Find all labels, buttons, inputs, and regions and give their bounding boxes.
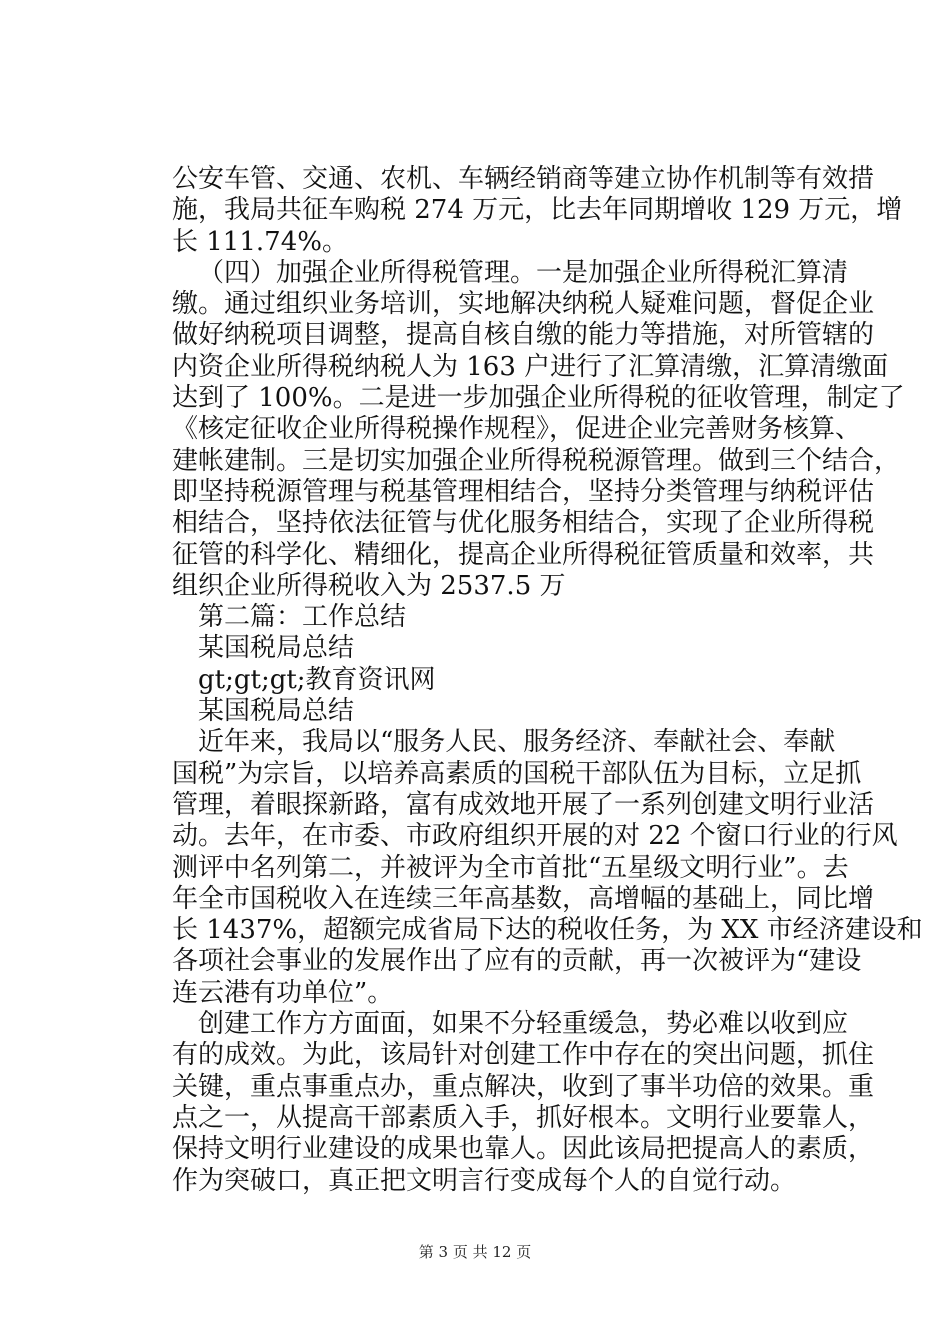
text-line: 管理，着眼探新路，富有成效地开展了一系列创建文明行业活	[172, 789, 875, 820]
text-line: 有的成效。为此，该局针对创建工作中存在的突出问题，抓住	[172, 1040, 875, 1071]
text-line: 达到了 100%。二是进一步加强企业所得税的征收管理，制定了	[172, 383, 905, 414]
text-line: 各项社会事业的发展作出了应有的贡献，再一次被评为“建设	[172, 946, 862, 977]
text-line: 征管的科学化、精细化，提高企业所得税征管质量和效率，共	[172, 539, 875, 570]
text-line: 即坚持税源管理与税基管理相结合，坚持分类管理与纳税评估	[172, 476, 875, 507]
document-title: 某国税局总结	[198, 633, 355, 664]
text-line: 创建工作方方面面，如果不分轻重缓急，势必难以收到应	[198, 1009, 849, 1040]
text-line: 组织企业所得税收入为 2537.5 万	[172, 570, 566, 601]
text-line: 作为突破口，真正把文明言行变成每个人的自觉行动。	[172, 1165, 797, 1196]
document-body	[172, 164, 923, 1197]
text-line: 做好纳税项目调整，提高自核自缴的能力等措施，对所管辖的	[172, 320, 875, 351]
section-heading-line: （四）加强企业所得税管理。一是加强企业所得税汇算清	[198, 257, 849, 288]
text-line: 内资企业所得税纳税人为 163 户进行了汇算清缴，汇算清缴面	[172, 351, 889, 382]
source-line: gt;gt;gt;教育资讯网	[198, 664, 436, 695]
text-line: 公安车管、交通、农机、车辆经销商等建立协作机制等有效措	[172, 164, 875, 194]
text-line: 关键，重点事重点办，重点解决，收到了事半功倍的效果。重	[172, 1071, 875, 1102]
text-line: 《核定征收企业所得税操作规程》，促进企业完善财务核算、	[172, 414, 862, 445]
text-line: 建帐建制。三是切实加强企业所得税税源管理。做到三个结合，	[172, 445, 901, 476]
chapter-title: 第二篇：工作总结	[198, 602, 407, 633]
text-line: 动。去年，在市委、市政府组织开展的对 22 个窗口行业的行风	[172, 821, 898, 852]
text-line: 国税”为宗旨，以培养高素质的国税干部队伍为目标，立足抓	[172, 758, 862, 789]
text-line: 测评中名列第二，并被评为全市首批“五星级文明行业”。去	[172, 852, 849, 883]
text-line: 施，我局共征车购税 274 万元，比去年同期增收 129 万元，增	[172, 195, 903, 226]
text-line: 点之一，从提高干部素质入手，抓好根本。文明行业要靠人，	[172, 1102, 875, 1133]
text-line: 连云港有功单位”。	[172, 977, 394, 1008]
text-line: 相结合，坚持依法征管与优化服务相结合，实现了企业所得税	[172, 508, 875, 539]
document-title: 某国税局总结	[198, 696, 355, 727]
text-line: 年全市国税收入在连续三年高基数，高增幅的基础上，同比增	[172, 883, 875, 914]
text-line: 近年来，我局以“服务人民、服务经济、奉献社会、奉献	[198, 727, 836, 758]
text-line: 长 1437%，超额完成省局下达的税收任务，为 XX 市经济建设和	[172, 915, 923, 946]
page-number-footer: 第 3 页 共 12 页	[418, 1243, 532, 1261]
text-line: 长 111.74%。	[172, 226, 348, 257]
text-line: 缴。通过组织业务培训，实地解决纳税人疑难问题，督促企业	[172, 289, 875, 320]
text-line: 保持文明行业建设的成果也靠人。因此该局把提高人的素质，	[172, 1134, 875, 1165]
